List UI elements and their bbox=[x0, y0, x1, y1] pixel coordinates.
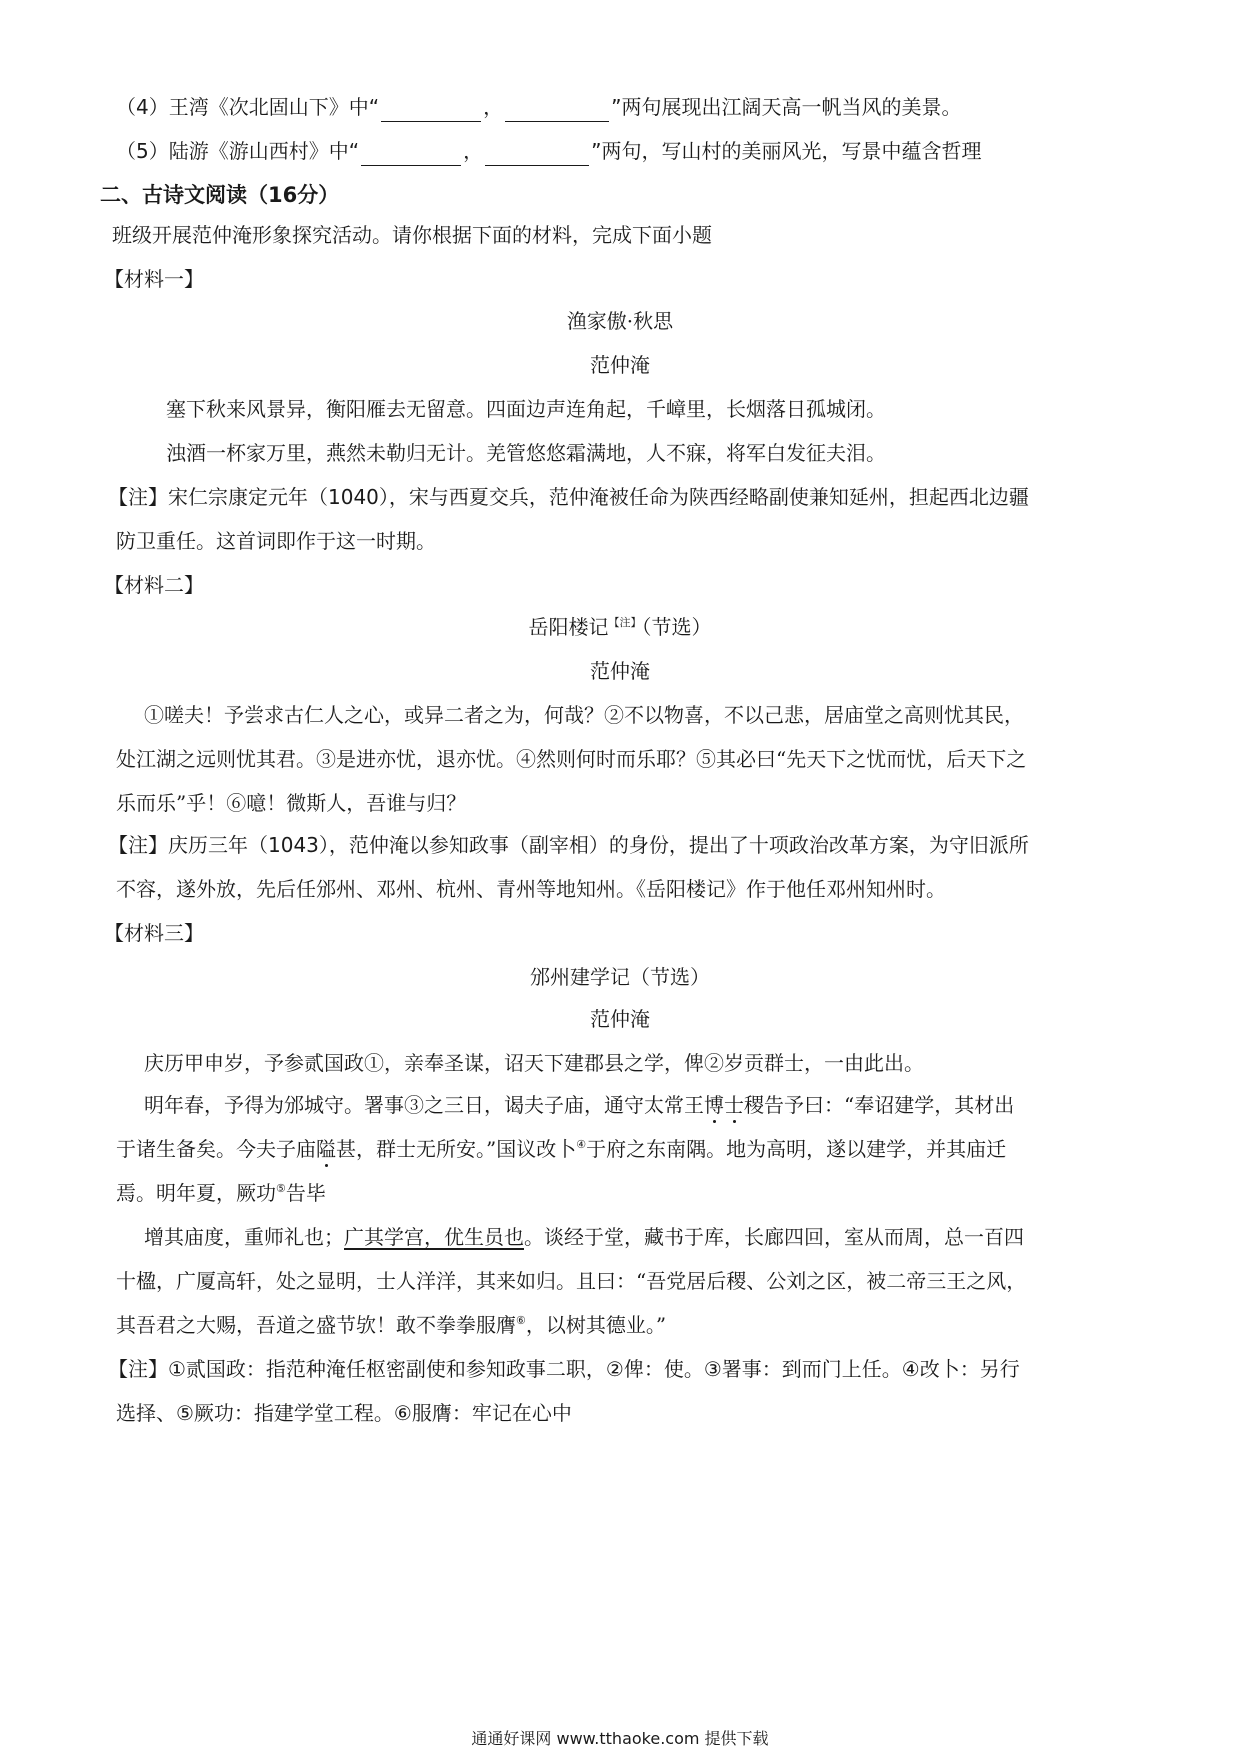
material-3-label: 【材料三】 bbox=[104, 921, 204, 945]
answer-blank[interactable] bbox=[505, 99, 609, 122]
passage-segment: 明年春，予得为邠城守。署事③之三日，谒夫子庙，通守太常王 bbox=[144, 1093, 704, 1117]
passage-line bbox=[144, 1090, 1014, 1120]
answer-blank[interactable] bbox=[381, 99, 481, 122]
material-1-label: 【材料一】 bbox=[104, 267, 204, 291]
essay-author: 范仲淹 bbox=[590, 659, 650, 683]
passage-segment: 于诸生备矣。今夫子庙 bbox=[116, 1137, 316, 1161]
passage-line: ①嗟夫！予尝求古仁人之心，或异二者之为，何哉？②不以物喜，不以己悲，居庙堂之高则忧其民， bbox=[144, 703, 1024, 727]
essay-title-text: 岳阳楼记 bbox=[528, 615, 609, 639]
passage-line: 乐而乐”乎！⑥噫！微斯人，吾谁与归？ bbox=[116, 791, 467, 815]
passage-segment: ，以树其德业。” bbox=[525, 1313, 667, 1337]
question-4 bbox=[116, 92, 961, 122]
passage-segment: 焉。明年夏，厥功 bbox=[116, 1181, 276, 1205]
note-marker: ⑥ bbox=[516, 1314, 526, 1327]
note-line: 【注】宋仁宗康定元年（1040），宋与西夏交兵，范仲淹被任命为陕西经略副使兼知延州，担起西北边疆 bbox=[108, 485, 1029, 509]
note-line: 不容，遂外放，先后任邠州、邓州、杭州、青州等地知州。《岳阳楼记》作于他任邓州知州时。 bbox=[116, 877, 946, 901]
passage-line bbox=[116, 1178, 326, 1208]
passage-line bbox=[116, 1134, 1006, 1164]
passage-segment: 稷告予曰：“奉诏建学，其材出 bbox=[744, 1093, 1015, 1117]
poem-title: 渔家傲·秋思 bbox=[566, 309, 674, 333]
essay-title: 邠州建学记（节选） bbox=[530, 965, 710, 989]
dotted-character: 博 bbox=[704, 1093, 724, 1117]
question-4-suffix: ”两句展现出江阔天高一帆当风的美景。 bbox=[611, 95, 962, 119]
question-5-prefix: （5）陆游《游山西村》中“ bbox=[116, 139, 360, 163]
note-marker: ⑤ bbox=[276, 1182, 286, 1195]
material-2-label: 【材料二】 bbox=[104, 573, 204, 597]
passage-segment: 。谈经于堂，藏书于库，长廊四回，室从而周，总一百四 bbox=[524, 1225, 1024, 1249]
essay-title-suffix: （节选） bbox=[641, 615, 712, 639]
poem-line-1: 塞下秋来风景异，衡阳雁去无留意。四面边声连角起，千嶂里，长烟落日孤城闭。 bbox=[166, 397, 886, 421]
passage-line: 处江湖之远则忧其君。③是进亦忧，退亦忧。④然则何时而乐耶？⑤其必曰“先天下之忧而忧，后天下之 bbox=[116, 747, 1027, 771]
dotted-character: 士 bbox=[724, 1093, 744, 1117]
note-line: 防卫重任。这首词即作于这一时期。 bbox=[116, 529, 436, 553]
question-4-prefix: （4）王湾《次北固山下》中“ bbox=[116, 95, 380, 119]
passage-segment: 于府之东南隅。地为高明，遂以建学，并其庙迁 bbox=[586, 1137, 1007, 1161]
passage-line bbox=[144, 1222, 1024, 1252]
passage-line bbox=[116, 1310, 666, 1340]
passage-line: 十楹，广厦高轩，处之显明，士人洋洋，其来如归。且曰：“吾党居后稷、公刘之区，被二帝三王之风， bbox=[116, 1269, 1027, 1293]
question-5-suffix: ”两句，写山村的美丽风光，写景中蕴含哲理 bbox=[591, 139, 982, 163]
question-5 bbox=[116, 136, 981, 166]
passage-line: 庆历甲申岁，予参贰国政①，亲奉圣谋，诏天下建郡县之学，俾②岁贡群士，一由此出。 bbox=[144, 1051, 924, 1075]
note-line: 【注】①贰国政：指范种淹任枢密副使和参知政事二职，②俾：使。③署事：到而门上任。④改卜：另行 bbox=[108, 1357, 1020, 1381]
answer-blank[interactable] bbox=[361, 143, 461, 166]
page-footer: 通通好课网 www.tthaoke.com 提供下载 bbox=[471, 1729, 769, 1748]
poem-line-2: 浊酒一杯家万里，燕然未勒归无计。羌管悠悠霜满地，人不寐，将军白发征夫泪。 bbox=[166, 441, 886, 465]
section-heading: 二、古诗文阅读（16分） bbox=[100, 183, 340, 207]
note-line: 【注】庆历三年（1043），范仲淹以参知政事（副宰相）的身份，提出了十项政治改革方案，为守旧派所 bbox=[108, 833, 1029, 857]
underlined-sentence: 广其学宫，优生员也 bbox=[344, 1225, 524, 1249]
question-4-separator: ， bbox=[483, 95, 504, 119]
essay-author: 范仲淹 bbox=[590, 1007, 650, 1031]
passage-segment: 增其庙度，重师礼也； bbox=[144, 1225, 344, 1249]
question-5-separator: ， bbox=[463, 139, 484, 163]
note-marker: ④ bbox=[576, 1138, 587, 1151]
note-marker: 【注】 bbox=[608, 616, 642, 629]
section-intro: 班级开展范仲淹形象探究活动。请你根据下面的材料，完成下面小题 bbox=[112, 223, 712, 247]
essay-title bbox=[0, 612, 1240, 642]
passage-segment: 其吾君之大赐，吾道之盛节欤！敢不拳拳服膺 bbox=[116, 1313, 516, 1337]
passage-segment: 甚，群士无所安。”国议改卜 bbox=[336, 1137, 577, 1161]
passage-segment: 告毕 bbox=[285, 1181, 326, 1205]
answer-blank[interactable] bbox=[485, 143, 589, 166]
poem-author: 范仲淹 bbox=[590, 353, 650, 377]
dotted-character: 隘 bbox=[316, 1137, 336, 1161]
note-line: 选择、⑤厥功：指建学堂工程。⑥服膺：牢记在心中 bbox=[116, 1401, 572, 1425]
